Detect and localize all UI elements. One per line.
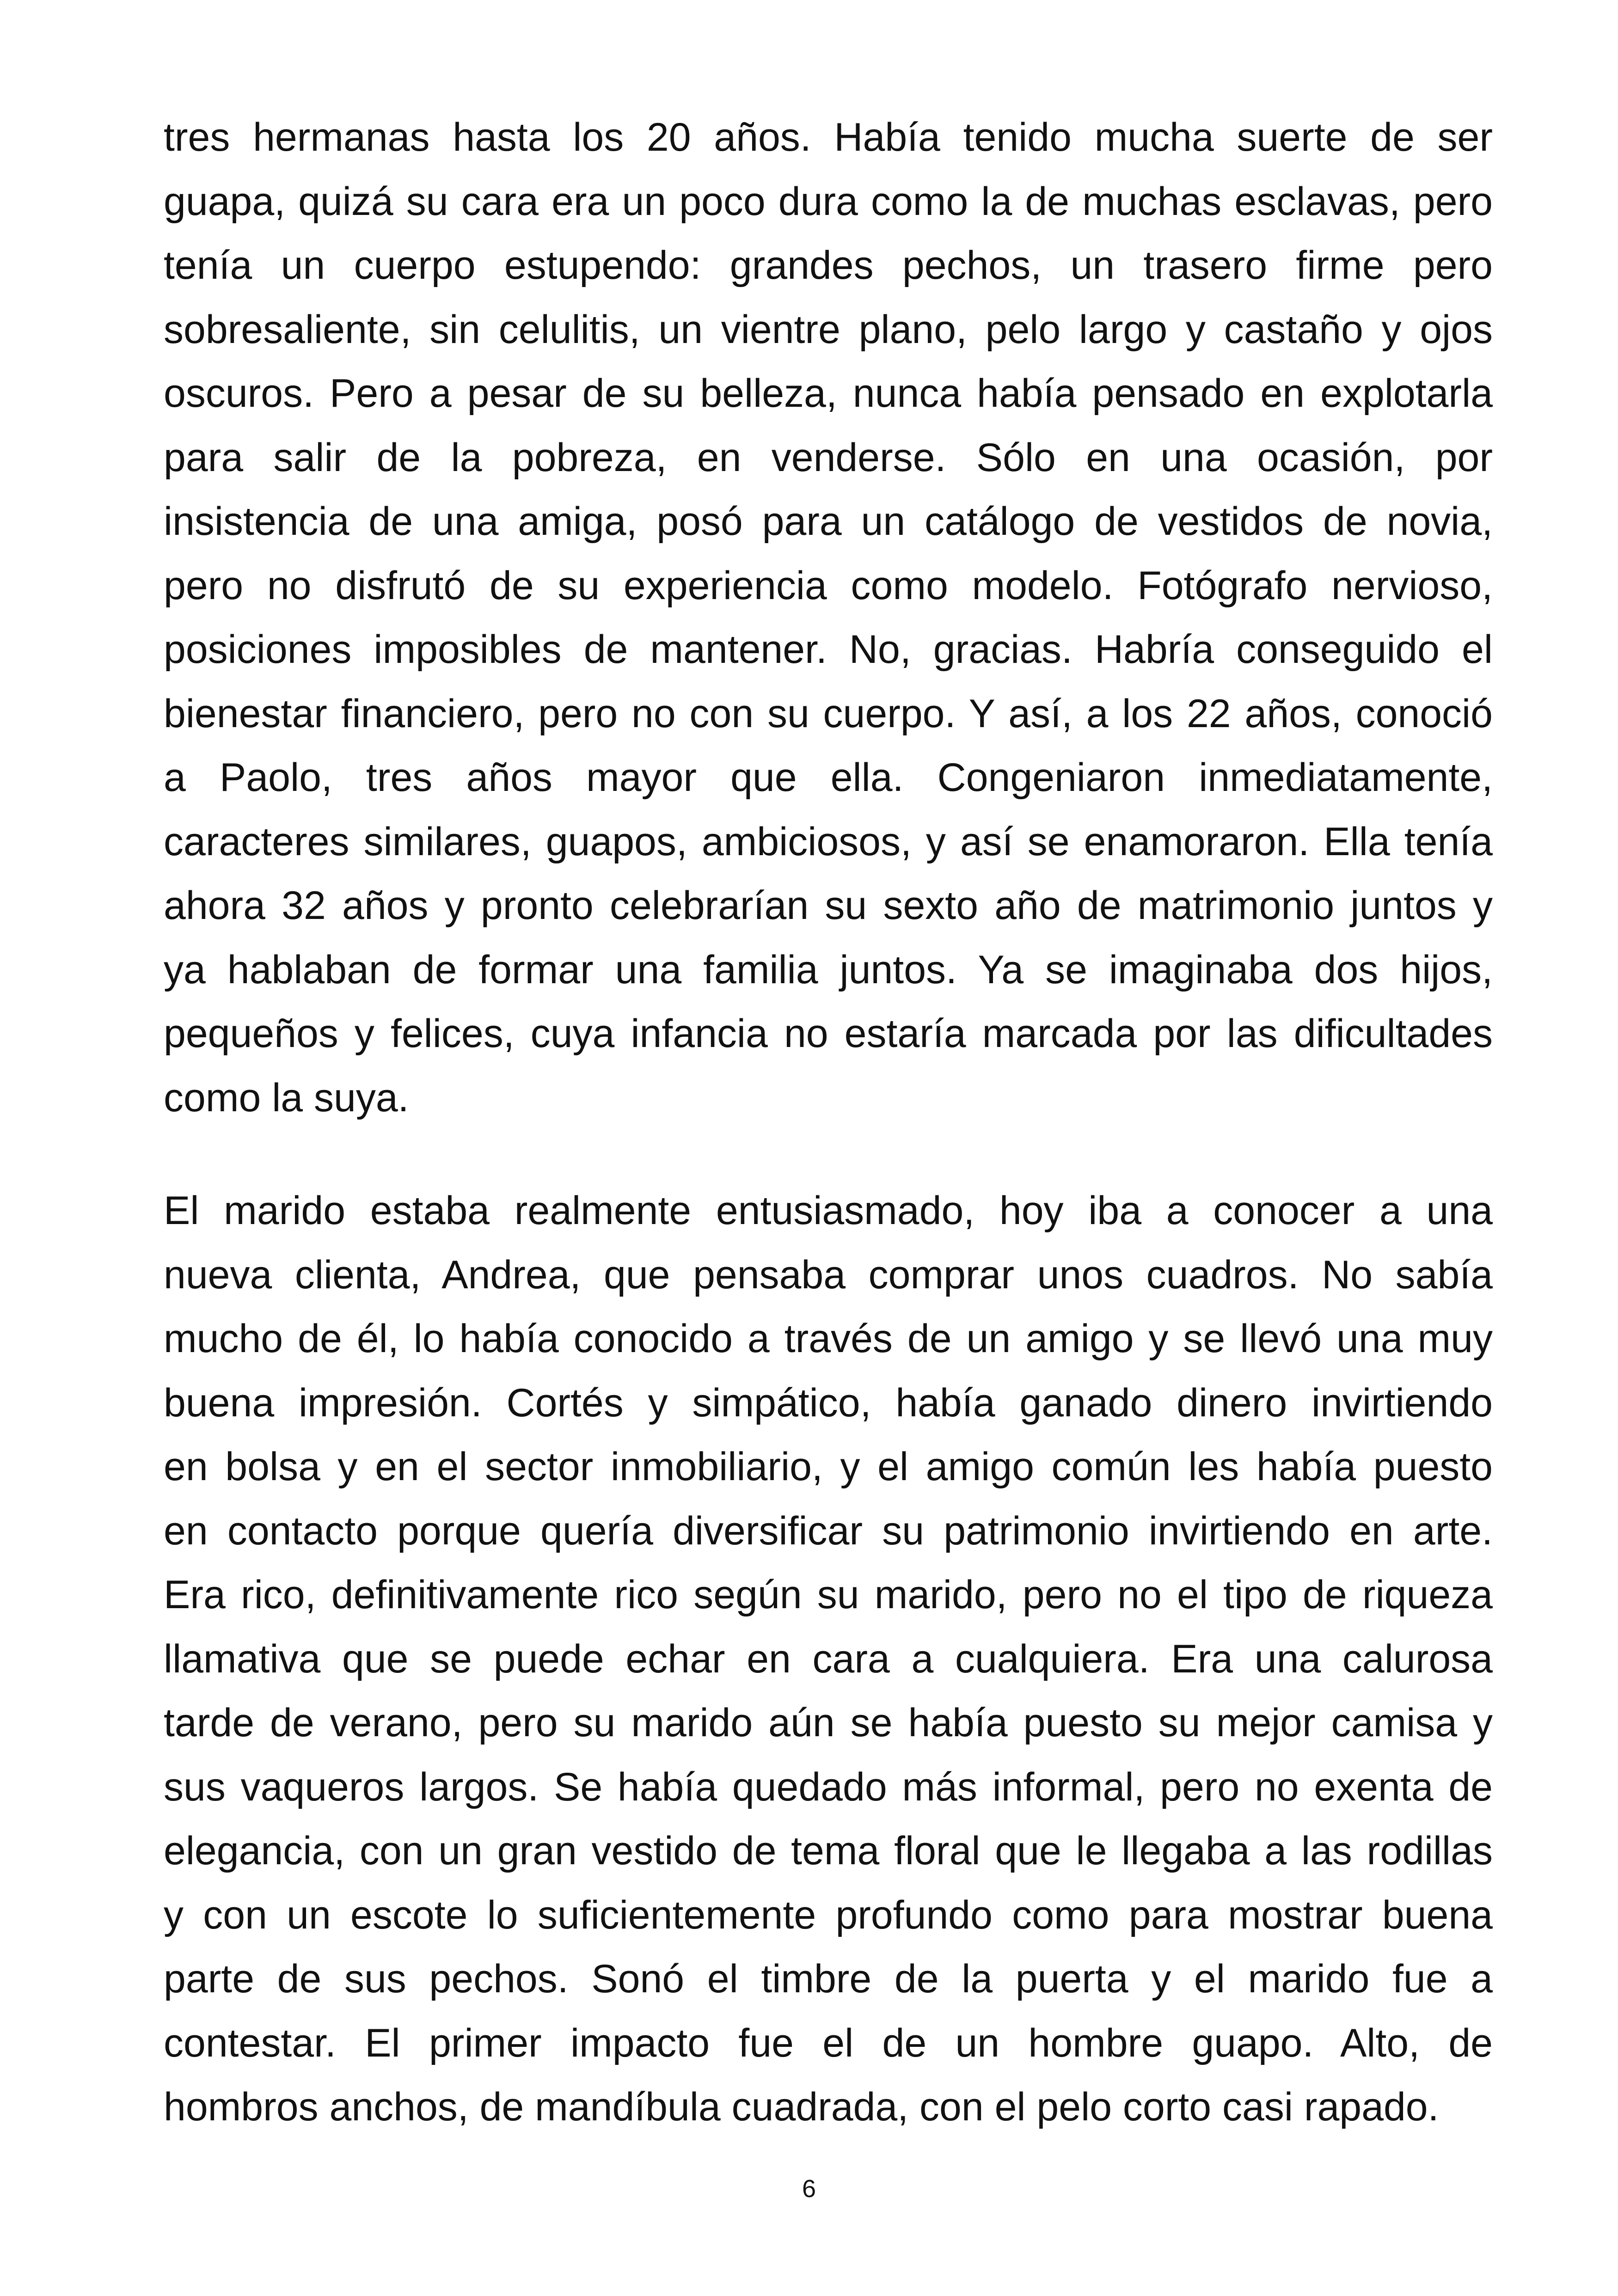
text-line: como la suya. [164, 1075, 409, 1120]
text-line: a Paolo, tres años mayor que ella. Congeniaron inmediatamente, [164, 755, 1493, 800]
text-line: tenía un cuerpo estupendo: grandes pechos, un trasero firme pero [164, 243, 1493, 288]
text-line: bienestar financiero, pero no con su cuerpo. Y así, a los 22 años, conoció [164, 691, 1493, 736]
text-line: El marido estaba realmente entusiasmado, hoy iba a conocer a una [164, 1188, 1493, 1233]
text-line: elegancia, con un gran vestido de tema floral que le llegaba a las rodillas [164, 1829, 1493, 1873]
text-line: hombros anchos, de mandíbula cuadrada, con el pelo corto casi rapado. [164, 2085, 1439, 2129]
text-line: sus vaqueros largos. Se había quedado más informal, pero no exenta de [164, 1764, 1493, 1809]
page-number: 6 [802, 2175, 816, 2203]
text-line: parte de sus pechos. Sonó el timbre de la puerta y el marido fue a [164, 1957, 1493, 2001]
text-line: sobresaliente, sin celulitis, un vientre plano, pelo largo y castaño y ojos [164, 307, 1493, 352]
text-line: pero no disfrutó de su experiencia como modelo. Fotógrafo nervioso, [164, 563, 1493, 608]
text-line: contestar. El primer impacto fue el de un hombre guapo. Alto, de [164, 2020, 1493, 2065]
text-line: caracteres similares, guapos, ambiciosos, y así se enamoraron. Ella tenía [164, 819, 1493, 864]
text-line: llamativa que se puede echar en cara a cualquiera. Era una calurosa [164, 1636, 1493, 1681]
text-line: para salir de la pobreza, en venderse. Sólo en una ocasión, por [164, 435, 1493, 480]
text-line: nueva clienta, Andrea, que pensaba comprar unos cuadros. No sabía [164, 1252, 1493, 1297]
text-line: posiciones imposibles de mantener. No, gracias. Habría conseguido el [164, 627, 1493, 672]
text-line: en bolsa y en el sector inmobiliario, y el amigo común les había puesto [164, 1445, 1493, 1489]
text-line: oscuros. Pero a pesar de su belleza, nunca había pensado en explotarla [164, 371, 1493, 416]
text-line: insistencia de una amiga, posó para un catálogo de vestidos de novia, [164, 499, 1493, 544]
text-line: tres hermanas hasta los 20 años. Había tenido mucha suerte de ser [164, 115, 1493, 159]
paragraph-2 [164, 1179, 1493, 2139]
text-line: ya hablaban de formar una familia juntos. Ya se imaginaba dos hijos, [164, 947, 1493, 992]
text-line: pequeños y felices, cuya infancia no estaría marcada por las dificultades [164, 1011, 1493, 1056]
text-line: en contacto porque quería diversificar su patrimonio invirtiendo en arte. [164, 1508, 1493, 1553]
text-line: Era rico, definitivamente rico según su marido, pero no el tipo de riqueza [164, 1573, 1493, 1617]
text-line: mucho de él, lo había conocido a través de un amigo y se llevó una muy [164, 1316, 1493, 1361]
text-line: tarde de verano, pero su marido aún se había puesto su mejor camisa y [164, 1701, 1493, 1745]
text-line: ahora 32 años y pronto celebrarían su sexto año de matrimonio juntos y [164, 883, 1493, 928]
text-line: buena impresión. Cortés y simpático, había ganado dinero invirtiendo [164, 1380, 1493, 1425]
text-line: guapa, quizá su cara era un poco dura como la de muchas esclavas, pero [164, 179, 1493, 224]
paragraph-1 [164, 105, 1493, 1130]
text-line: y con un escote lo suficientemente profundo como para mostrar buena [164, 1892, 1493, 1937]
